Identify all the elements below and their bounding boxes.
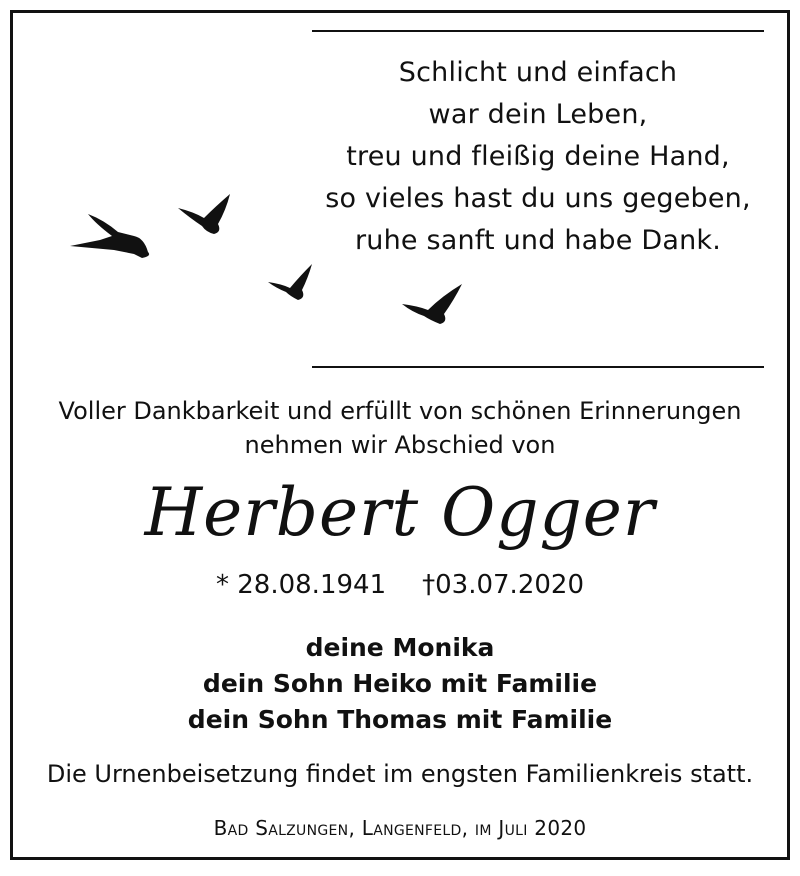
poem-line: Schlicht und einfach	[398, 57, 678, 88]
mourners-list	[0, 630, 800, 738]
poem-line: so vieles hast du uns gegeben,	[325, 183, 751, 214]
mourner: dein Sohn Thomas mit Familie	[187, 705, 613, 734]
mourner: dein Sohn Heiko mit Familie	[202, 669, 598, 698]
death-date: †03.07.2020	[422, 570, 584, 600]
burial-notice: Die Urnenbeisetzung findet im engsten Familienkreis statt.	[46, 760, 754, 788]
intro-line-2: nehmen wir Abschied von	[244, 431, 556, 459]
poem-line: treu und fleißig deine Hand,	[346, 141, 730, 172]
bird-icon	[178, 194, 230, 234]
deceased-name: Herbert Ogger	[144, 474, 656, 551]
poem-line: ruhe sanft und habe Dank.	[354, 225, 722, 256]
bird-icon	[268, 264, 312, 300]
mourner: deine Monika	[305, 633, 495, 662]
intro-text	[0, 394, 800, 462]
place-date: Bad Salzungen, Langenfeld, im Juli 2020	[213, 816, 587, 840]
bird-icon	[402, 284, 462, 324]
intro-line-1: Voller Dankbarkeit und erfüllt von schönen Erinnerungen	[58, 397, 742, 425]
flying-birds-icon	[60, 180, 480, 340]
top-divider	[312, 30, 764, 32]
life-dates	[0, 568, 800, 602]
bottom-divider	[312, 366, 764, 368]
birth-date: * 28.08.1941	[215, 570, 387, 600]
bird-icon	[70, 214, 149, 258]
poem-line: war dein Leben,	[428, 99, 648, 130]
